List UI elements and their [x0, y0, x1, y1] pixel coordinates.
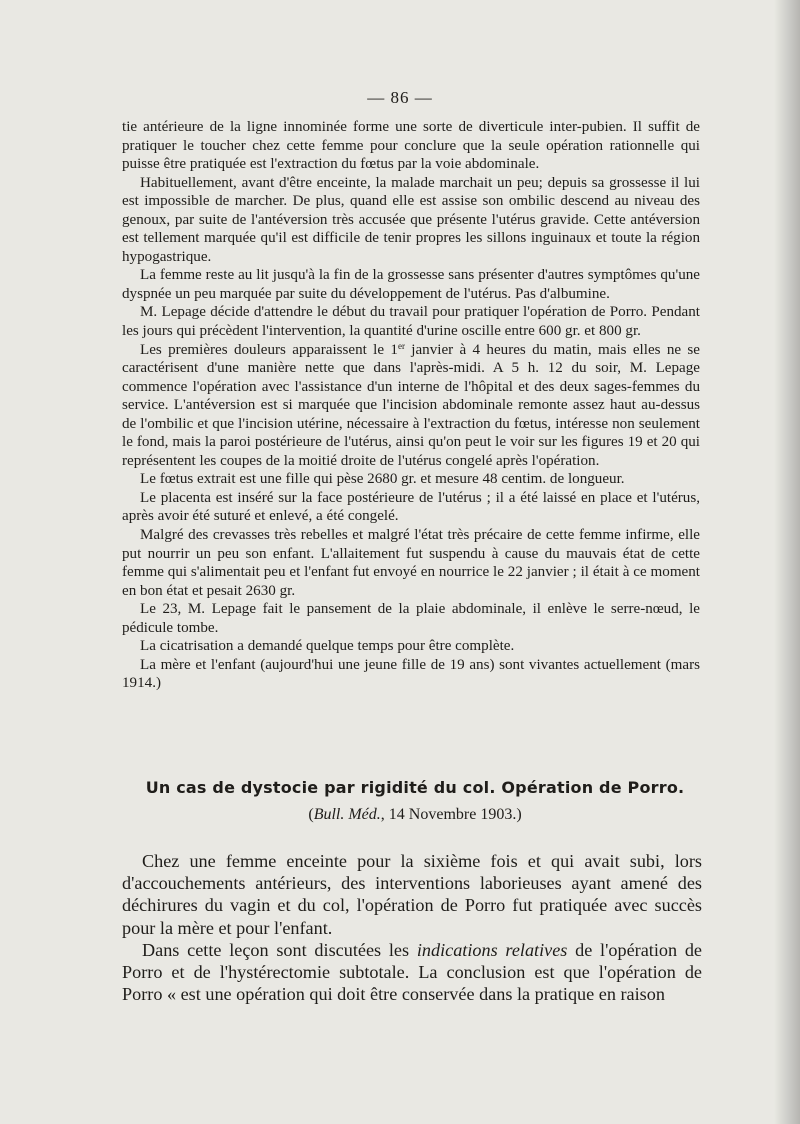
paragraph: La cicatrisation a demandé quelque temps pour être complète.: [140, 638, 515, 655]
paragraph-start: Les premières douleurs apparaissent le: [140, 341, 391, 358]
citation: [110, 806, 720, 824]
paragraph: tie antérieure de la ligne innominée forme une sorte de diverticule inter-pubien. Il suffit de pratiquer le toucher chez cette femme pour conclure que la seule opération rationnelle qui puisse être pratiquée est l'extraction du fœtus par la voie abdominale.: [122, 119, 700, 173]
paragraph: M. Lepage décide d'attendre le début du travail pour pratiquer l'opération de Porro. Pendant les jours qui précèdent l'intervention, la quantité d'urine oscille entre 600 gr. et 800 gr.: [122, 304, 700, 340]
citation-open: (: [308, 806, 314, 823]
page-edge-shadow: [774, 0, 800, 1124]
paragraph-rest: janvier à 4 heures du matin, mais elles ne se caractérisent d'une manière nette que dans l'après-midi. A 5 h. 12 du soir, M. Lepage commence l'opération avec l'assistance d'un interne de l'hôpital et des deux sages-femmes du service. L'antéversion est si marquée que l'incision abdominale remonte assez haut au-dessus de l'ombilic et que l'incision utérine, nécessaire à l'extraction du fœtus, intéresse non seulement le fond, mais la paroi postérieure de l'utérus, ainsi qu'on peut le voir sur les figures 19 et 20 qui représentent les coupes de la moitié droite de l'utérus congelé après l'opération.: [122, 341, 700, 469]
paragraph: La femme reste au lit jusqu'à la fin de la grossesse sans présenter d'autres symptômes qu'une dyspnée un peu marquée par suite du développement de l'utérus. Pas d'albumine.: [122, 267, 700, 302]
case-report-text: [122, 118, 700, 693]
citation-date: , 14 Novembre 1903.): [380, 806, 522, 823]
page-number: — 86 —: [367, 88, 433, 107]
paragraph: Le 23, M. Lepage fait le pansement de la plaie abdominale, il enlève le serre-nœud, le pédicule tombe.: [122, 601, 700, 636]
ordinal-superscript: er: [397, 340, 405, 351]
paragraph: [122, 939, 702, 1006]
emphasis: indications relatives: [416, 939, 568, 960]
date-day: 1: [390, 341, 398, 358]
paragraph: Habituellement, avant d'être enceinte, la malade marchait un peu; depuis sa grossesse il lui est impossible de marcher. De plus, quand elle est assise son ombilic descend au niveau des genoux, par suite de l'antéversion très accusée que présente l'utérus gravide. Cette antéversion est tellement marquée qu'il est difficile de tenir propres les sillons inguinaux et toute la région hypogastrique.: [122, 174, 700, 265]
citation-journal: Bull. Méd.: [313, 806, 381, 823]
article-summary: [122, 850, 702, 1005]
paragraph: Le placenta est inséré sur la face postérieure de l'utérus ; il a été laissé en place et l'utérus, après avoir été suturé et enlevé, a été congelé.: [122, 489, 700, 525]
paragraph: La mère et l'enfant (aujourd'hui une jeune fille de 19 ans) sont vivantes actuellement (mars 1914.): [122, 656, 700, 692]
article-title: Un cas de dystocie par rigidité du col. Opération de Porro.: [145, 778, 685, 797]
paragraph-start: Dans cette leçon sont discutées les: [142, 939, 417, 960]
paragraph: Malgré des crevasses très rebelles et malgré l'état très précaire de cette femme infirme, elle put nourrir un peu son enfant. L'allaitement fut suspendu à cause du mauvais état de cette femme qui s'alimentait peu et l'enfant fut envoyé en nourrice le 22 janvier ; il était à ce moment en bon état et pesait 2630 gr.: [122, 527, 700, 599]
paragraph-rest: de l'opération de Porro et de l'hystérectomie subtotale. La conclusion est que l'opération de Porro « est une opération qui doit être conservée dans la pratique en raison: [122, 939, 702, 1005]
paragraph: [122, 341, 700, 471]
paragraph: Le fœtus extrait est une fille qui pèse 2680 gr. et mesure 48 centim. de longueur.: [140, 471, 625, 488]
paragraph: Chez une femme enceinte pour la sixième fois et qui avait subi, lors d'accouchements antérieurs, des interventions laborieuses ayant amené des déchirures du vagin et du col, l'opération de Porro fut pratiquée avec succès pour la mère et pour l'enfant.: [122, 851, 702, 938]
